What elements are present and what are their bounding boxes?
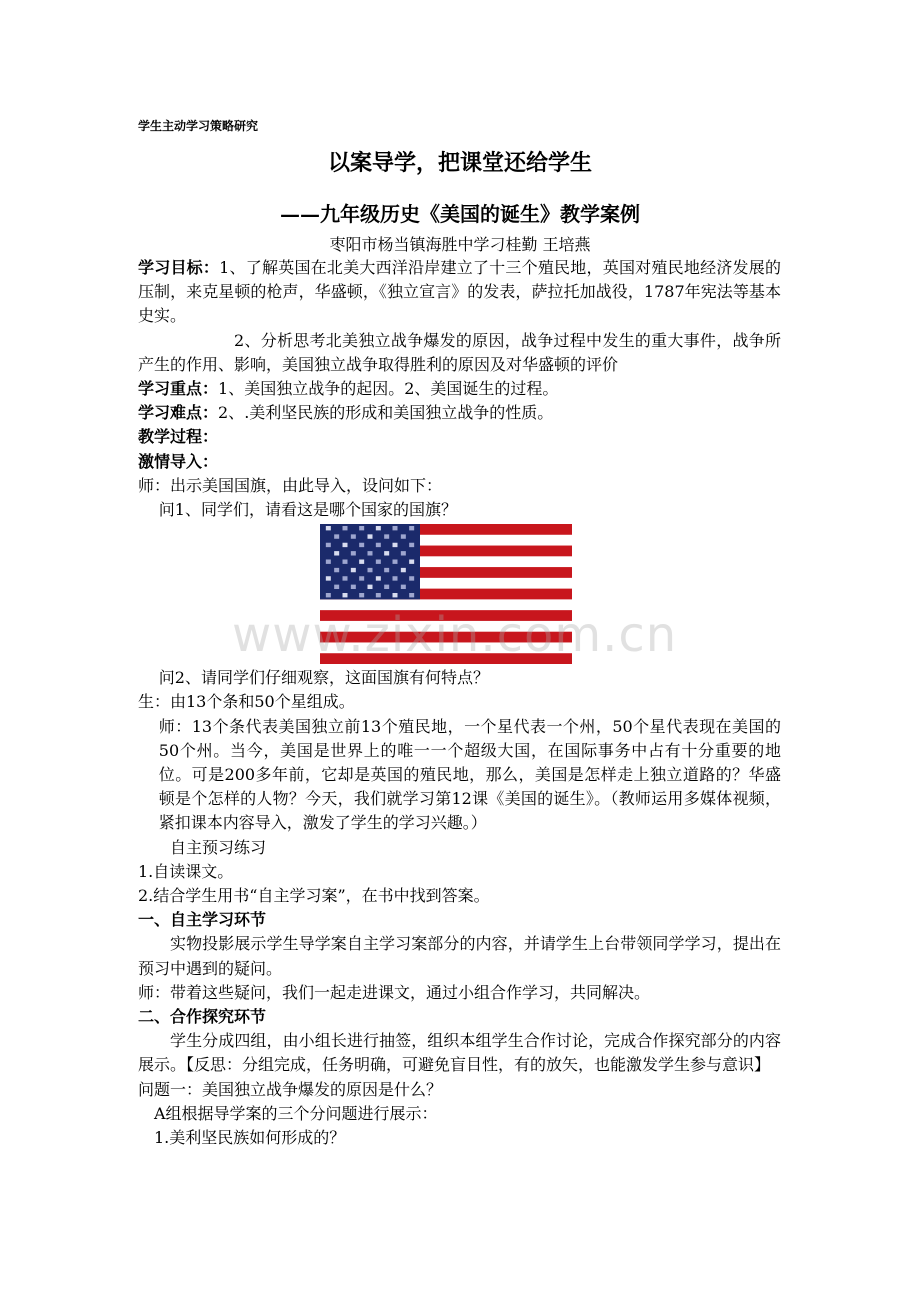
flag-star: [409, 526, 414, 530]
learning-goals: [138, 256, 781, 329]
section-1-teacher: 师：带着这些疑问，我们一起走进课文，通过小组合作学习，共同解决。: [138, 982, 651, 1002]
group-a-line: A组根据导学案的三个分问题进行展示：: [154, 1103, 438, 1123]
flag-star: [368, 585, 373, 589]
question-1: 问1、同学们，请看这是哪个国家的国旗？: [158, 500, 457, 520]
flag-star: [393, 543, 398, 547]
document-subtitle: ——九年级历史《美国的诞生》教学案例: [280, 202, 640, 226]
goals-text-1: 1、了解英国在北美大西洋沿岸建立了十三个殖民地，英国对殖民地经济发展的压制，来克星顿的枪声，华盛顿，《独立宣言》的发表，萨拉托加战役，1787年宪法等基本史实。: [138, 258, 781, 326]
flag-star: [326, 593, 331, 597]
authors-line: 枣阳市杨当镇海胜中学刁桂勤 王培燕: [329, 235, 591, 254]
problem-1: 问题一：美国独立战争爆发的原因是什么？: [138, 1079, 443, 1099]
flag-star: [359, 560, 364, 564]
flag-star: [409, 560, 414, 564]
watermark: www.zixin.com.cn: [232, 607, 678, 663]
flag-star: [393, 526, 398, 530]
flag-star: [334, 551, 339, 555]
flag-star: [343, 543, 348, 547]
flag-star: [376, 593, 381, 597]
goals-text-2: 2、分析思考北美独立战争爆发的原因，战争过程中发生的重大事件，战争所产生的作用、影响，美国独立战争取得胜利的原因及对华盛顿的评价: [138, 330, 781, 374]
flag-star: [359, 576, 364, 580]
flag-star: [384, 585, 389, 589]
flag-star: [351, 585, 356, 589]
flag-star: [343, 576, 348, 580]
flag-star: [393, 560, 398, 564]
intro-heading: 激情导入：: [138, 451, 219, 471]
flag-star: [401, 585, 406, 589]
flag-star: [343, 526, 348, 530]
student-answer: 生：由13个条和50个星组成。: [138, 692, 355, 712]
flag-star: [376, 576, 381, 580]
difficult-points: [138, 401, 781, 425]
flag-star: [326, 576, 331, 580]
section-1-text: 实物投影展示学生导学案自主学习案部分的内容，并请学生上台带领同学学习，提出在预习中遇到的疑问。: [138, 934, 781, 978]
question-2: 问2、请同学们仔细观察，这面国旗有何特点？: [158, 668, 489, 688]
header-tag: 学生主动学习策略研究: [138, 119, 259, 133]
flag-star: [326, 526, 331, 530]
flag-star: [343, 593, 348, 597]
flag-star: [384, 568, 389, 572]
flag-star: [343, 560, 348, 564]
document-title: 以案导学，把课堂还给学生: [327, 150, 592, 176]
flag-star: [368, 568, 373, 572]
flag-star: [393, 593, 398, 597]
preview-title: 自主预习练习: [170, 837, 267, 857]
teacher-line-1: 师：出示美国国旗，由此导入，设问如下：: [138, 475, 443, 495]
section-1-title: 一、自主学习环节: [138, 910, 267, 930]
flag-star: [368, 551, 373, 555]
flag-star: [376, 526, 381, 530]
flag-star: [334, 535, 339, 539]
preview-item-1: 1.自读课文。: [138, 861, 234, 881]
flag-star: [401, 535, 406, 539]
flag-star: [384, 535, 389, 539]
flag-star: [326, 560, 331, 564]
flag-star: [351, 535, 356, 539]
flag-star: [359, 526, 364, 530]
flag-star: [401, 551, 406, 555]
diff-label: 学习难点：: [138, 403, 219, 423]
flag-star: [401, 568, 406, 572]
flag-star: [359, 543, 364, 547]
sub-question-1: 1.美利坚民族如何形成的？: [154, 1128, 346, 1148]
key-text: 1、美国独立战争的起因。2、美国诞生的过程。: [218, 379, 559, 399]
flag-star: [351, 551, 356, 555]
flag-star: [326, 543, 331, 547]
document-body: [138, 256, 781, 1150]
flag-star: [409, 576, 414, 580]
flag-star: [409, 593, 414, 597]
flag-star: [409, 543, 414, 547]
flag-star: [384, 551, 389, 555]
section-2-text: 学生分成四组，由小组长进行抽签，组织本组学生合作讨论，完成合作探究部分的内容展示。【反思：分组完成，任务明确，可避免盲目性，有的放矢，也能激发学生参与意识】: [138, 1031, 781, 1075]
flag-star: [359, 593, 364, 597]
flag-star: [393, 576, 398, 580]
flag-star: [368, 535, 373, 539]
flag-star: [334, 585, 339, 589]
key-label: 学习重点：: [138, 379, 219, 399]
teacher-explanation: 师：13个条代表美国独立前13个殖民地，一个星代表一个州，50个星代表现在美国的50个州。当今，美国是世界上的唯一一个超级大国，在国际事务中占有十分重要的地位。可是200多年前，它却是英国的殖民地，那么，美国是怎样走上独立道路的？华盛顿是个怎样的人物？今天，我们就学习第12课《美国的诞生》。（教师运用多媒体视频，紧扣课本内容导入，激发了学生的学习兴趣。）: [158, 716, 781, 833]
key-points: [138, 377, 781, 401]
section-2-title: 二、合作探究环节: [138, 1007, 267, 1027]
goals-label: 学习目标：: [138, 258, 220, 277]
diff-text: 2、.美利坚民族的形成和美国独立战争的性质。: [218, 403, 554, 423]
process-heading: 教学过程：: [138, 427, 219, 447]
flag-star: [351, 568, 356, 572]
flag-star: [334, 568, 339, 572]
flag-star: [376, 543, 381, 547]
preview-item-2: 2.结合学生用书“自主学习案”，在书中找到答案。: [138, 886, 490, 906]
flag-star: [376, 560, 381, 564]
